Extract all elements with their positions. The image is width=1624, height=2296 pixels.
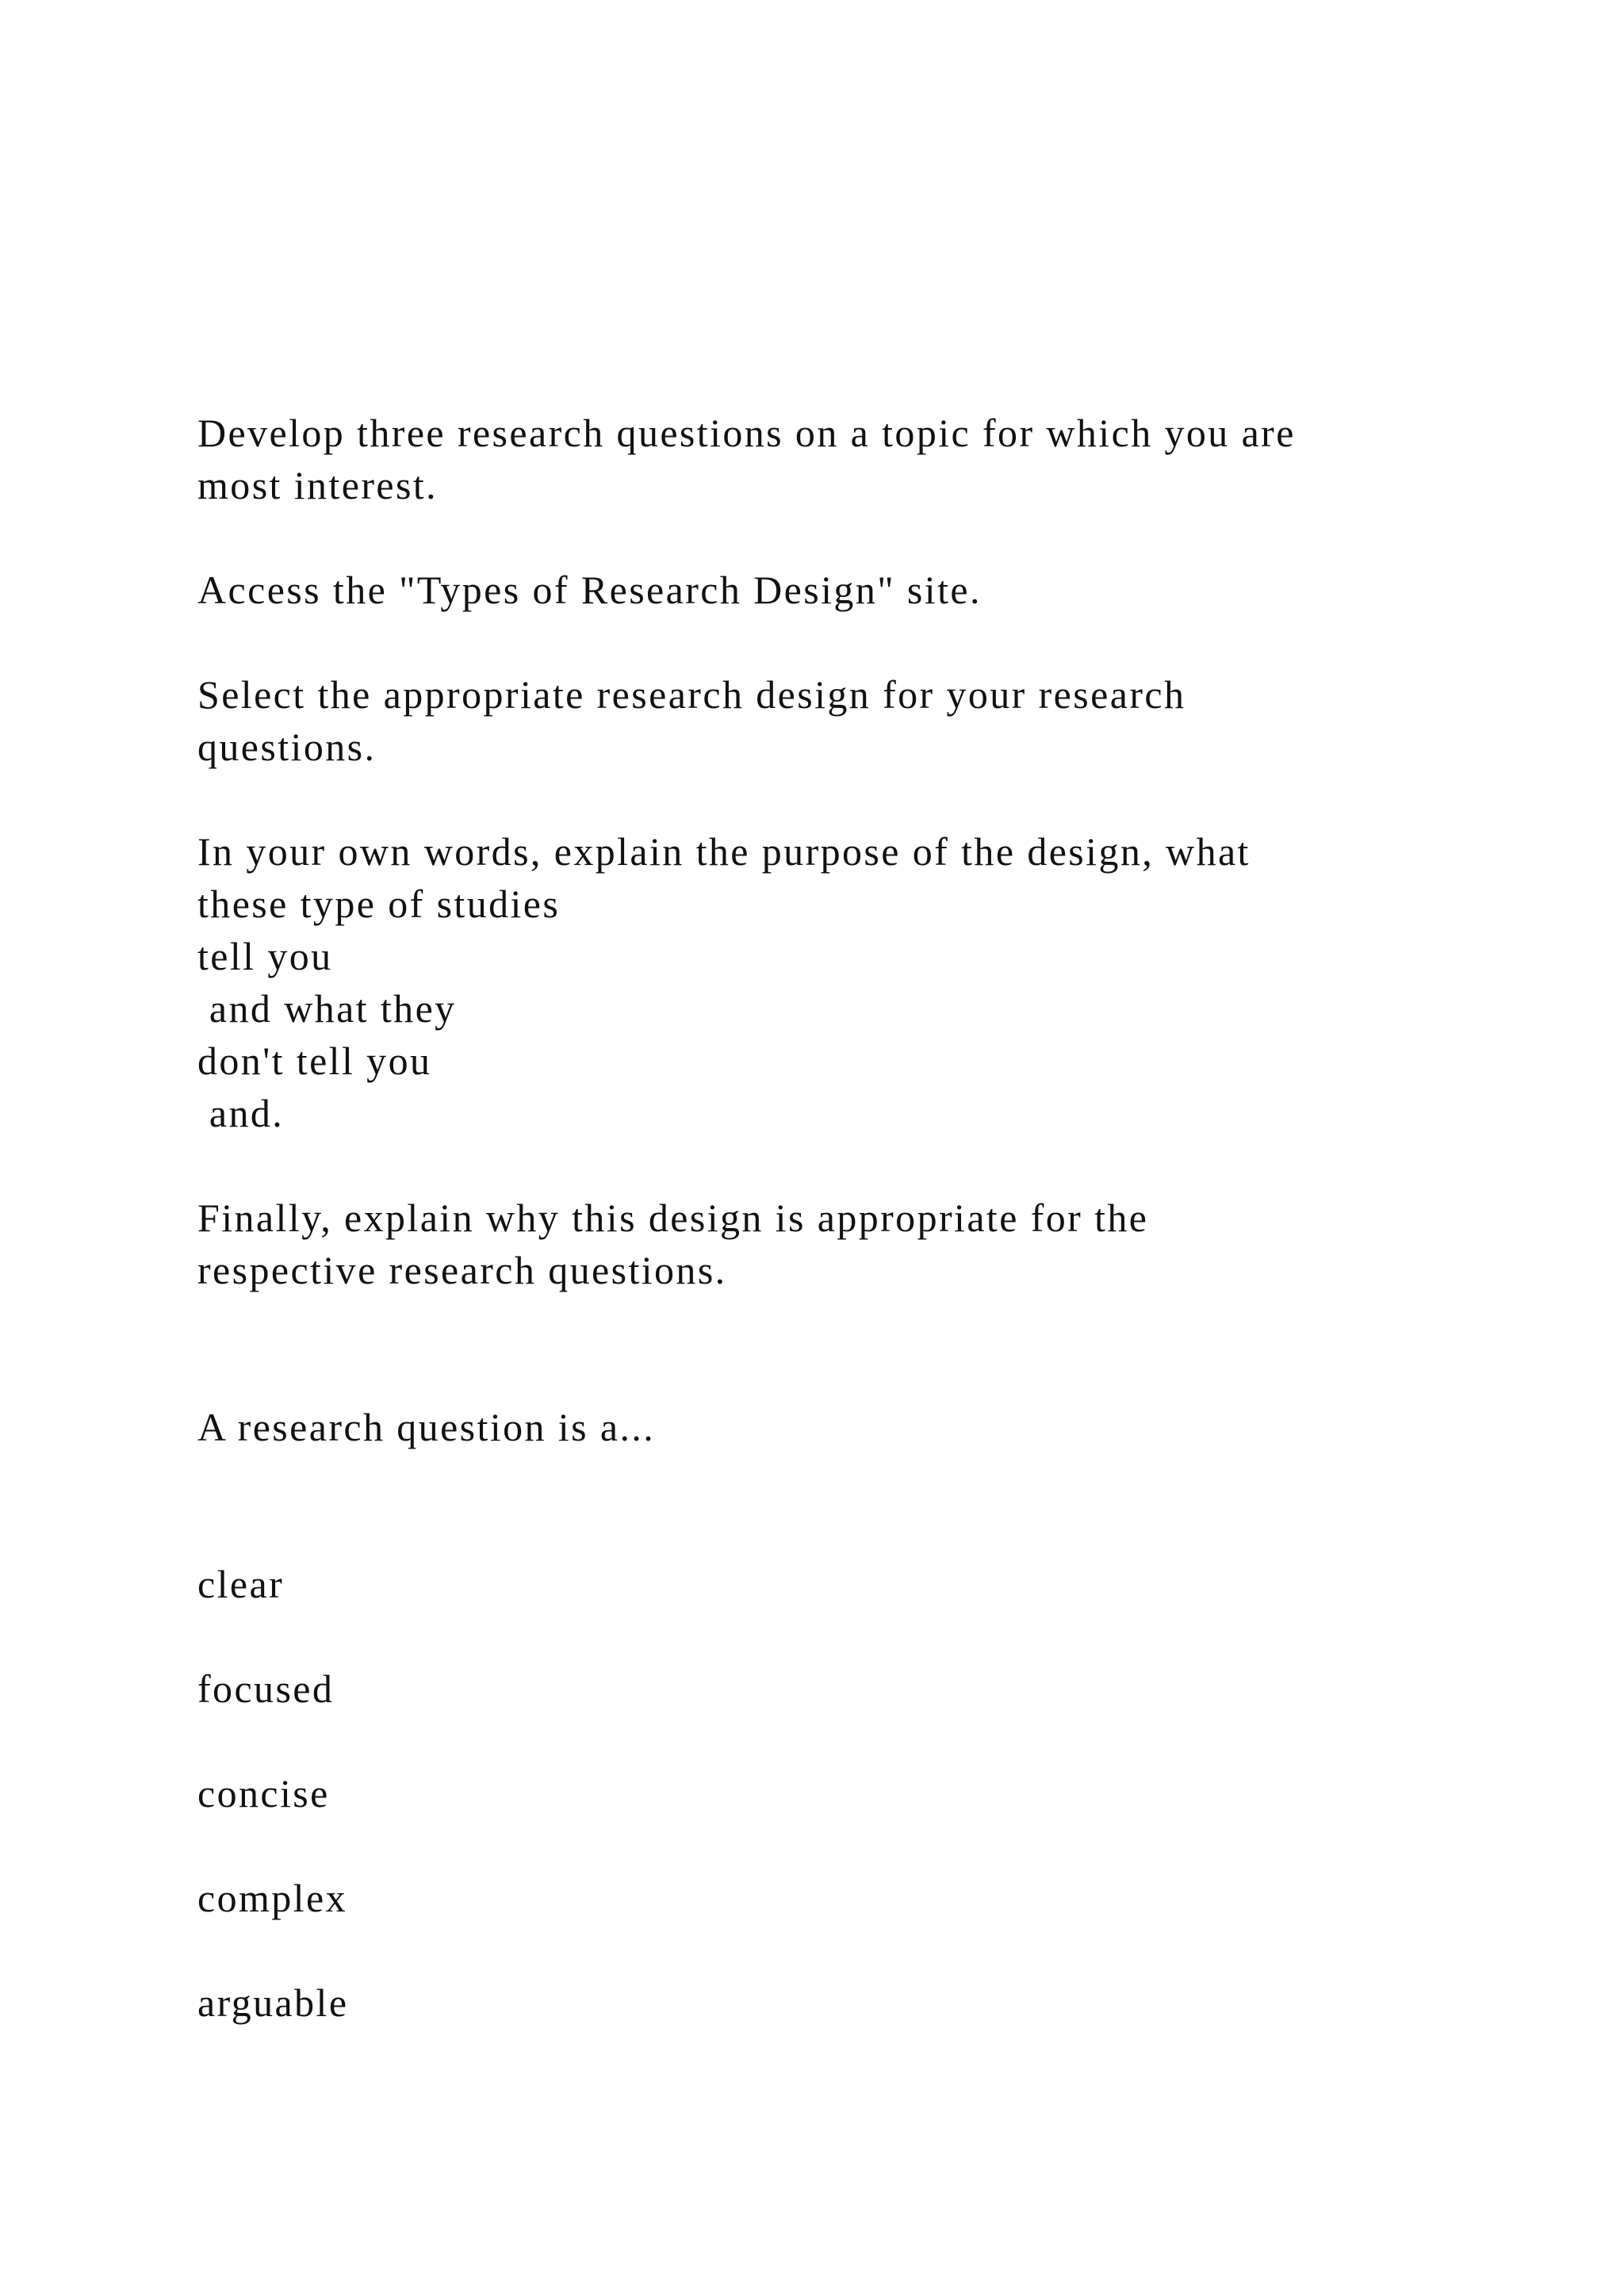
text-line: Select the appropriate research design for your research <box>197 672 1186 717</box>
text-line: respective research questions. <box>197 1248 727 1292</box>
text-line: Finally, explain why this design is appropriate for the <box>197 1196 1149 1240</box>
quality-item: complex <box>197 1876 347 1920</box>
text-line: A research question is a... <box>197 1405 656 1449</box>
text-line: these type of studies <box>197 882 561 926</box>
text-line: In your own words, explain the purpose of the design, what <box>197 829 1251 874</box>
quality-item: focused <box>197 1667 335 1711</box>
text-line: and what they <box>197 986 457 1031</box>
text-line: most interest. <box>197 463 439 507</box>
text-line: Access the "Types of Research Design" site. <box>197 568 982 612</box>
quality-item: concise <box>197 1771 330 1816</box>
text-line: tell you <box>197 934 333 978</box>
text-line: and. <box>197 1091 285 1135</box>
text-line: Develop three research questions on a topic for which you are <box>197 411 1296 455</box>
quality-item: arguable <box>197 1980 349 2025</box>
text-line: questions. <box>197 725 377 769</box>
quality-item: clear <box>197 1562 285 1606</box>
text-line: don't tell you <box>197 1039 432 1083</box>
